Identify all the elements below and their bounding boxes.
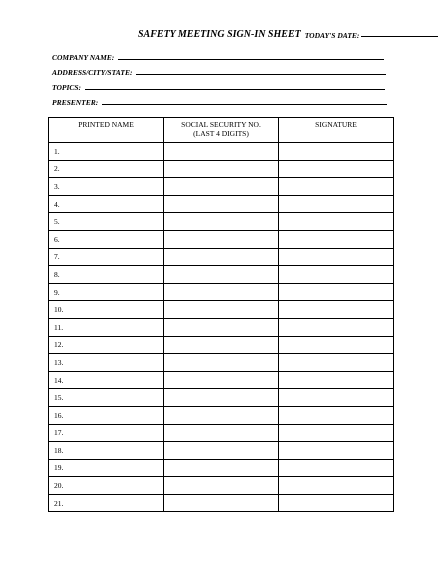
table-row: [49, 195, 394, 213]
ssn-cell[interactable]: [164, 195, 279, 213]
row-number-name-cell[interactable]: 18.: [49, 442, 164, 460]
table-row: [49, 230, 394, 248]
topics-row: [52, 80, 385, 92]
table-row: [49, 442, 394, 460]
table-row: [49, 160, 394, 178]
signature-cell[interactable]: [279, 143, 394, 161]
presenter-field[interactable]: [102, 104, 387, 105]
table-row: [49, 178, 394, 196]
signature-cell[interactable]: [279, 178, 394, 196]
ssn-cell[interactable]: [164, 442, 279, 460]
ssn-cell[interactable]: [164, 406, 279, 424]
table-row: [49, 494, 394, 512]
address-field[interactable]: [136, 74, 386, 75]
row-number-name-cell[interactable]: 14.: [49, 371, 164, 389]
row-number-name-cell[interactable]: 21.: [49, 494, 164, 512]
row-number-name-cell[interactable]: 10.: [49, 301, 164, 319]
table-body: [49, 143, 394, 512]
address-label: ADDRESS/CITY/STATE:: [52, 68, 133, 77]
row-number-name-cell[interactable]: 7.: [49, 248, 164, 266]
column-header-ssn: SOCIAL SECURITY NO. (LAST 4 DIGITS): [164, 118, 279, 143]
table-row: [49, 283, 394, 301]
signature-cell[interactable]: [279, 494, 394, 512]
signature-cell[interactable]: [279, 389, 394, 407]
company-name-field[interactable]: [118, 59, 384, 60]
signature-cell[interactable]: [279, 195, 394, 213]
company-name-label: COMPANY NAME:: [52, 53, 115, 62]
table-row: [49, 459, 394, 477]
table-row: [49, 371, 394, 389]
ssn-cell[interactable]: [164, 494, 279, 512]
ssn-cell[interactable]: [164, 318, 279, 336]
table-row: [49, 318, 394, 336]
topics-field[interactable]: [85, 89, 385, 90]
ssn-cell[interactable]: [164, 354, 279, 372]
ssn-cell[interactable]: [164, 213, 279, 231]
ssn-cell[interactable]: [164, 143, 279, 161]
ssn-cell[interactable]: [164, 266, 279, 284]
table-row: [49, 354, 394, 372]
row-number-name-cell[interactable]: 19.: [49, 459, 164, 477]
signature-cell[interactable]: [279, 442, 394, 460]
topics-label: TOPICS:: [52, 83, 82, 92]
table-row: [49, 266, 394, 284]
table-header-row: [49, 118, 394, 143]
signature-cell[interactable]: [279, 459, 394, 477]
column-header-signature: SIGNATURE: [279, 118, 394, 143]
ssn-cell[interactable]: [164, 459, 279, 477]
row-number-name-cell[interactable]: 9.: [49, 283, 164, 301]
row-number-name-cell[interactable]: 8.: [49, 266, 164, 284]
presenter-label: PRESENTER:: [52, 98, 99, 107]
row-number-name-cell[interactable]: 12.: [49, 336, 164, 354]
signature-cell[interactable]: [279, 213, 394, 231]
ssn-cell[interactable]: [164, 301, 279, 319]
row-number-name-cell[interactable]: 13.: [49, 354, 164, 372]
ssn-cell[interactable]: [164, 371, 279, 389]
table-row: [49, 389, 394, 407]
ssn-cell[interactable]: [164, 389, 279, 407]
row-number-name-cell[interactable]: 5.: [49, 213, 164, 231]
row-number-name-cell[interactable]: 11.: [49, 318, 164, 336]
table-row: [49, 336, 394, 354]
table-row: [49, 143, 394, 161]
title-row: [138, 24, 438, 40]
row-number-name-cell[interactable]: 6.: [49, 230, 164, 248]
signature-cell[interactable]: [279, 406, 394, 424]
row-number-name-cell[interactable]: 3.: [49, 178, 164, 196]
row-number-name-cell[interactable]: 2.: [49, 160, 164, 178]
address-row: [52, 65, 386, 77]
ssn-cell[interactable]: [164, 336, 279, 354]
row-number-name-cell[interactable]: 4.: [49, 195, 164, 213]
sheet-title: SAFETY MEETING SIGN-IN SHEET: [138, 29, 301, 40]
row-number-name-cell[interactable]: 20.: [49, 477, 164, 495]
signature-cell[interactable]: [279, 371, 394, 389]
sign-in-table: [48, 117, 394, 512]
ssn-cell[interactable]: [164, 424, 279, 442]
ssn-cell[interactable]: [164, 248, 279, 266]
signature-cell[interactable]: [279, 336, 394, 354]
table-row: [49, 213, 394, 231]
ssn-cell[interactable]: [164, 178, 279, 196]
date-field[interactable]: [361, 36, 438, 37]
signature-cell[interactable]: [279, 301, 394, 319]
row-number-name-cell[interactable]: 17.: [49, 424, 164, 442]
table-row: [49, 248, 394, 266]
row-number-name-cell[interactable]: 15.: [49, 389, 164, 407]
signature-cell[interactable]: [279, 266, 394, 284]
date-label: TODAY'S DATE:: [304, 31, 360, 40]
signature-cell[interactable]: [279, 424, 394, 442]
signature-cell[interactable]: [279, 477, 394, 495]
table-row: [49, 301, 394, 319]
ssn-cell[interactable]: [164, 160, 279, 178]
row-number-name-cell[interactable]: 16.: [49, 406, 164, 424]
table-row: [49, 477, 394, 495]
signature-cell[interactable]: [279, 160, 394, 178]
row-number-name-cell[interactable]: 1.: [49, 143, 164, 161]
company-name-row: [52, 50, 384, 62]
signature-cell[interactable]: [279, 354, 394, 372]
column-header-printed-name: PRINTED NAME: [49, 118, 164, 143]
presenter-row: [52, 95, 387, 107]
ssn-cell[interactable]: [164, 477, 279, 495]
signature-cell[interactable]: [279, 230, 394, 248]
table-row: [49, 406, 394, 424]
ssn-cell[interactable]: [164, 283, 279, 301]
ssn-cell[interactable]: [164, 230, 279, 248]
table-row: [49, 424, 394, 442]
signature-cell[interactable]: [279, 318, 394, 336]
signature-cell[interactable]: [279, 283, 394, 301]
signature-cell[interactable]: [279, 248, 394, 266]
